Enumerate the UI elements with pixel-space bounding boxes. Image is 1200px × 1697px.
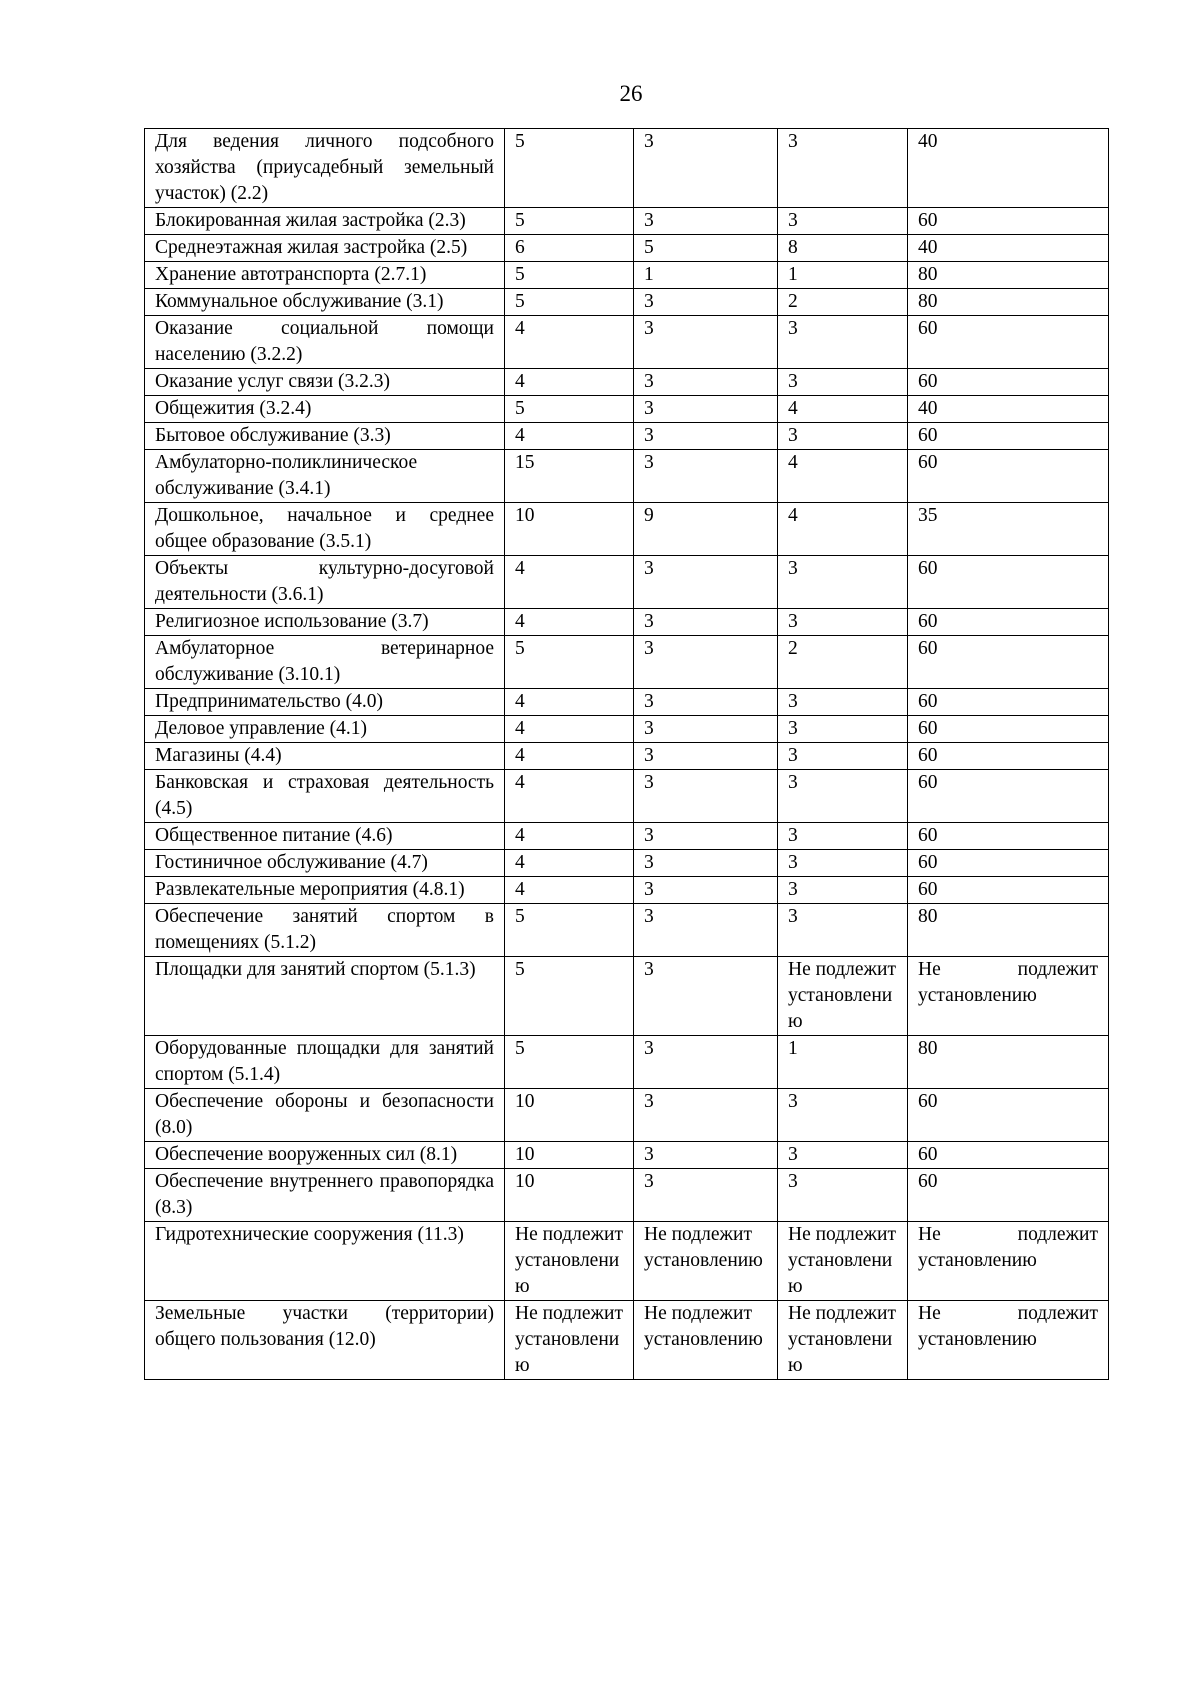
- value-col3-cell: 3: [634, 1142, 778, 1169]
- value-col2-cell: 10: [505, 1169, 634, 1222]
- value-col3-cell: 3: [634, 396, 778, 423]
- land-use-type-cell: Блокированная жилая застройка (2.3): [145, 208, 505, 235]
- value-col3-cell: 3: [634, 609, 778, 636]
- value-col5-cell: 40: [908, 396, 1109, 423]
- land-use-type-cell: Оказание услуг связи (3.2.3): [145, 369, 505, 396]
- value-col3-cell: 5: [634, 235, 778, 262]
- table-row: [145, 877, 1109, 904]
- value-col4-cell: Не подлежит установлению: [778, 957, 908, 1036]
- value-col4-cell: 3: [778, 316, 908, 369]
- table-row: [145, 262, 1109, 289]
- value-col5-cell: 60: [908, 716, 1109, 743]
- value-col3-cell: 3: [634, 1036, 778, 1089]
- value-col3-cell: 3: [634, 289, 778, 316]
- value-col2-cell: 6: [505, 235, 634, 262]
- land-use-type-cell: Объекты культурно-досуговой деятельности (3.6.1): [145, 556, 505, 609]
- value-col3-cell: 3: [634, 208, 778, 235]
- value-col5-cell: 80: [908, 289, 1109, 316]
- value-col2-cell: 5: [505, 208, 634, 235]
- value-col4-cell: 3: [778, 609, 908, 636]
- value-col4-cell: 2: [778, 636, 908, 689]
- table-row: [145, 957, 1109, 1036]
- value-col2-cell: Не подлежит установлению: [505, 1301, 634, 1380]
- value-col2-cell: 5: [505, 289, 634, 316]
- value-col2-cell: 5: [505, 636, 634, 689]
- land-use-type-cell: Магазины (4.4): [145, 743, 505, 770]
- value-col5-cell: 80: [908, 1036, 1109, 1089]
- value-col4-cell: 3: [778, 423, 908, 450]
- value-col2-cell: 4: [505, 770, 634, 823]
- value-col3-cell: 3: [634, 904, 778, 957]
- land-use-type-cell: Земельные участки (территории) общего пользования (12.0): [145, 1301, 505, 1380]
- land-use-type-cell: Гостиничное обслуживание (4.7): [145, 850, 505, 877]
- value-col4-cell: 4: [778, 450, 908, 503]
- table-row: [145, 235, 1109, 262]
- value-col5-cell: 40: [908, 129, 1109, 208]
- value-col4-cell: Не подлежит установлению: [778, 1222, 908, 1301]
- value-col4-cell: 3: [778, 556, 908, 609]
- value-col2-cell: 10: [505, 1142, 634, 1169]
- value-col5-cell: 40: [908, 235, 1109, 262]
- table-row: [145, 1301, 1109, 1380]
- table-row: [145, 129, 1109, 208]
- zoning-parameters-table: [144, 128, 1109, 1380]
- value-col2-cell: 4: [505, 316, 634, 369]
- value-col2-cell: 4: [505, 716, 634, 743]
- land-use-type-cell: Амбулаторно-поликлиническое обслуживание (3.4.1): [145, 450, 505, 503]
- table-row: [145, 716, 1109, 743]
- value-col2-cell: 4: [505, 743, 634, 770]
- land-use-type-cell: Амбулаторное ветеринарное обслуживание (3.10.1): [145, 636, 505, 689]
- land-use-type-cell: Обеспечение внутреннего правопорядка (8.3): [145, 1169, 505, 1222]
- value-col4-cell: 3: [778, 877, 908, 904]
- value-col5-cell: 60: [908, 609, 1109, 636]
- land-use-type-cell: Обеспечение вооруженных сил (8.1): [145, 1142, 505, 1169]
- table-row: [145, 636, 1109, 689]
- value-col5-cell: 60: [908, 1089, 1109, 1142]
- value-col3-cell: Не подлежит установлению: [634, 1301, 778, 1380]
- value-col2-cell: 5: [505, 904, 634, 957]
- value-col4-cell: 3: [778, 208, 908, 235]
- value-col5-cell: 60: [908, 877, 1109, 904]
- table-row: [145, 904, 1109, 957]
- value-col5-cell: 60: [908, 208, 1109, 235]
- value-col5-cell: 60: [908, 423, 1109, 450]
- value-col5-cell: Не подлежит установлению: [908, 1301, 1109, 1380]
- value-col5-cell: 35: [908, 503, 1109, 556]
- table-row: [145, 396, 1109, 423]
- land-use-type-cell: Оборудованные площадки для занятий спортом (5.1.4): [145, 1036, 505, 1089]
- value-col3-cell: 3: [634, 689, 778, 716]
- value-col5-cell: 60: [908, 689, 1109, 716]
- value-col3-cell: 3: [634, 1089, 778, 1142]
- table-row: [145, 423, 1109, 450]
- land-use-type-cell: Оказание социальной помощи населению (3.2.2): [145, 316, 505, 369]
- value-col4-cell: 3: [778, 689, 908, 716]
- value-col5-cell: 60: [908, 636, 1109, 689]
- table-row: [145, 689, 1109, 716]
- table-row: [145, 208, 1109, 235]
- value-col5-cell: 60: [908, 850, 1109, 877]
- value-col4-cell: 3: [778, 1089, 908, 1142]
- value-col3-cell: 3: [634, 743, 778, 770]
- value-col3-cell: 3: [634, 423, 778, 450]
- value-col4-cell: 3: [778, 770, 908, 823]
- value-col3-cell: 1: [634, 262, 778, 289]
- land-use-type-cell: Дошкольное, начальное и среднее общее образование (3.5.1): [145, 503, 505, 556]
- value-col3-cell: 3: [634, 556, 778, 609]
- value-col2-cell: 4: [505, 423, 634, 450]
- value-col2-cell: 4: [505, 823, 634, 850]
- value-col2-cell: 5: [505, 129, 634, 208]
- table-row: [145, 1169, 1109, 1222]
- value-col5-cell: 60: [908, 316, 1109, 369]
- value-col4-cell: 3: [778, 1142, 908, 1169]
- value-col5-cell: 60: [908, 450, 1109, 503]
- value-col4-cell: Не подлежит установлению: [778, 1301, 908, 1380]
- value-col3-cell: 3: [634, 770, 778, 823]
- value-col2-cell: 5: [505, 1036, 634, 1089]
- value-col5-cell: 60: [908, 1169, 1109, 1222]
- value-col4-cell: 3: [778, 1169, 908, 1222]
- value-col2-cell: 5: [505, 957, 634, 1036]
- land-use-type-cell: Предпринимательство (4.0): [145, 689, 505, 716]
- table-row: [145, 450, 1109, 503]
- value-col3-cell: 3: [634, 450, 778, 503]
- value-col4-cell: 3: [778, 743, 908, 770]
- value-col3-cell: 3: [634, 1169, 778, 1222]
- value-col5-cell: 60: [908, 770, 1109, 823]
- value-col2-cell: 10: [505, 1089, 634, 1142]
- value-col3-cell: 3: [634, 316, 778, 369]
- value-col4-cell: 4: [778, 503, 908, 556]
- value-col3-cell: 3: [634, 850, 778, 877]
- value-col3-cell: 3: [634, 823, 778, 850]
- value-col5-cell: 60: [908, 743, 1109, 770]
- value-col2-cell: 4: [505, 689, 634, 716]
- value-col2-cell: 4: [505, 850, 634, 877]
- table-body: [145, 129, 1109, 1380]
- land-use-type-cell: Бытовое обслуживание (3.3): [145, 423, 505, 450]
- value-col4-cell: 3: [778, 369, 908, 396]
- value-col3-cell: 3: [634, 129, 778, 208]
- value-col5-cell: 60: [908, 1142, 1109, 1169]
- value-col2-cell: Не подлежит установлению: [505, 1222, 634, 1301]
- value-col3-cell: Не подлежит установлению: [634, 1222, 778, 1301]
- value-col3-cell: 9: [634, 503, 778, 556]
- value-col2-cell: 4: [505, 609, 634, 636]
- land-use-type-cell: Площадки для занятий спортом (5.1.3): [145, 957, 505, 1036]
- land-use-type-cell: Обеспечение обороны и безопасности (8.0): [145, 1089, 505, 1142]
- land-use-type-cell: Общежития (3.2.4): [145, 396, 505, 423]
- table-row: [145, 1089, 1109, 1142]
- land-use-type-cell: Развлекательные мероприятия (4.8.1): [145, 877, 505, 904]
- value-col4-cell: 8: [778, 235, 908, 262]
- value-col4-cell: 3: [778, 823, 908, 850]
- value-col4-cell: 1: [778, 1036, 908, 1089]
- value-col5-cell: 60: [908, 823, 1109, 850]
- value-col4-cell: 3: [778, 850, 908, 877]
- value-col3-cell: 3: [634, 716, 778, 743]
- table-row: [145, 289, 1109, 316]
- land-use-type-cell: Обеспечение занятий спортом в помещениях (5.1.2): [145, 904, 505, 957]
- value-col5-cell: 80: [908, 904, 1109, 957]
- table-row: [145, 743, 1109, 770]
- table-row: [145, 823, 1109, 850]
- table-row: [145, 1142, 1109, 1169]
- table-row: [145, 556, 1109, 609]
- value-col2-cell: 4: [505, 877, 634, 904]
- value-col5-cell: 60: [908, 556, 1109, 609]
- table-row: [145, 1222, 1109, 1301]
- value-col5-cell: 80: [908, 262, 1109, 289]
- value-col4-cell: 3: [778, 129, 908, 208]
- value-col4-cell: 3: [778, 904, 908, 957]
- value-col5-cell: 60: [908, 369, 1109, 396]
- page-number: 26: [619, 81, 643, 106]
- table-row: [145, 609, 1109, 636]
- table-row: [145, 369, 1109, 396]
- value-col2-cell: 10: [505, 503, 634, 556]
- land-use-type-cell: Среднеэтажная жилая застройка (2.5): [145, 235, 505, 262]
- table-row: [145, 850, 1109, 877]
- table-row: [145, 503, 1109, 556]
- land-use-type-cell: Религиозное использование (3.7): [145, 609, 505, 636]
- value-col2-cell: 4: [505, 556, 634, 609]
- land-use-type-cell: Гидротехнические сооружения (11.3): [145, 1222, 505, 1301]
- value-col3-cell: 3: [634, 957, 778, 1036]
- value-col2-cell: 5: [505, 262, 634, 289]
- value-col2-cell: 4: [505, 369, 634, 396]
- value-col4-cell: 1: [778, 262, 908, 289]
- value-col5-cell: Не подлежит установлению: [908, 957, 1109, 1036]
- value-col4-cell: 4: [778, 396, 908, 423]
- land-use-type-cell: Хранение автотранспорта (2.7.1): [145, 262, 505, 289]
- land-use-type-cell: Общественное питание (4.6): [145, 823, 505, 850]
- value-col2-cell: 15: [505, 450, 634, 503]
- land-use-type-cell: Для ведения личного подсобного хозяйства (приусадебный земельный участок) (2.2): [145, 129, 505, 208]
- table-row: [145, 770, 1109, 823]
- value-col3-cell: 3: [634, 636, 778, 689]
- land-use-type-cell: Деловое управление (4.1): [145, 716, 505, 743]
- value-col5-cell: Не подлежит установлению: [908, 1222, 1109, 1301]
- value-col3-cell: 3: [634, 369, 778, 396]
- value-col2-cell: 5: [505, 396, 634, 423]
- land-use-type-cell: Коммунальное обслуживание (3.1): [145, 289, 505, 316]
- table-row: [145, 1036, 1109, 1089]
- table-row: [145, 316, 1109, 369]
- land-use-type-cell: Банковская и страховая деятельность (4.5): [145, 770, 505, 823]
- value-col4-cell: 3: [778, 716, 908, 743]
- value-col3-cell: 3: [634, 877, 778, 904]
- value-col4-cell: 2: [778, 289, 908, 316]
